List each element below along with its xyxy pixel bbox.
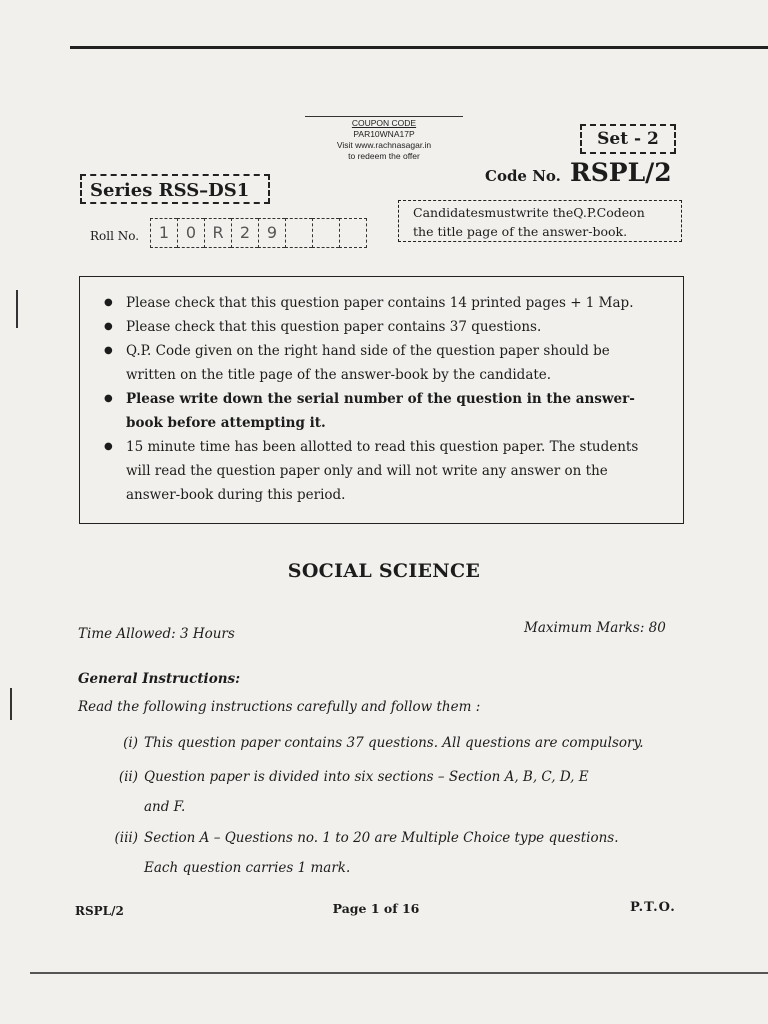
roll-digit-box[interactable]: 9 (258, 218, 285, 248)
notice-item: ● Please check that this question paper contains 14 printed pages + 1 Map. (104, 291, 663, 315)
instruction-text-continued: Each question carries 1 mark. (144, 860, 351, 876)
footer-code: RSPL/2 (75, 904, 124, 918)
instruction-number: (i) (123, 735, 138, 751)
roll-digit-box[interactable]: 1 (150, 218, 177, 248)
notice-item: ● Q.P. Code given on the right hand side of the question paper should be written on the title page of the answer-book by the candidate. (104, 339, 663, 387)
instruction-item (100, 823, 660, 883)
coupon-redeem: to redeem the offer (348, 151, 420, 161)
roll-digit-box[interactable] (339, 218, 367, 248)
instruction-text-continued: and F. (144, 799, 186, 815)
margin-mark (10, 688, 12, 720)
code-number (485, 158, 672, 187)
instruction-item (100, 728, 660, 758)
instruction-item (100, 762, 660, 822)
instruction-number: (iii) (114, 830, 138, 846)
instruction-text: Question paper is divided into six sections – Section A, B, C, D, E (144, 769, 589, 785)
coupon-block (305, 118, 463, 162)
roll-number-boxes (150, 218, 367, 248)
general-instructions-intro: Read the following instructions carefully and follow them : (78, 699, 481, 715)
time-allowed: Time Allowed: 3 Hours (78, 626, 235, 642)
roll-digit-box[interactable]: 0 (177, 218, 204, 248)
candidates-line: Candidatesmustwrite theQ.P.Codeon (413, 205, 645, 220)
coupon-visit: Visit www.rachnasagar.in (336, 140, 432, 150)
candidates-line: the title page of the answer-book. (413, 224, 628, 239)
roll-digit-box[interactable]: R (204, 218, 231, 248)
code-label: Code No. (485, 167, 561, 185)
notice-item: ● Please check that this question paper contains 37 questions. (104, 315, 663, 339)
candidates-note (398, 200, 682, 242)
roll-digit-box[interactable]: 2 (231, 218, 258, 248)
notice-item: ● 15 minute time has been allotted to read this question paper. The students will read the question paper only and will not write any answer on the answer-book during this period. (104, 435, 663, 507)
series-badge: Series RSS–DS1 (80, 174, 270, 204)
top-rule (70, 46, 768, 49)
bottom-rule (30, 972, 768, 974)
instruction-number: (ii) (118, 769, 138, 785)
code-value: RSPL/2 (569, 158, 672, 187)
notice-item: ● Please write down the serial number of the question in the answer-book before attempting it. (104, 387, 663, 435)
instruction-text: Section A – Questions no. 1 to 20 are Multiple Choice type questions. (144, 830, 619, 846)
margin-mark (16, 290, 18, 328)
maximum-marks: Maximum Marks: 80 (524, 620, 666, 636)
set-badge: Set - 2 (580, 124, 676, 154)
roll-digit-box[interactable] (285, 218, 312, 248)
notice-box (79, 276, 684, 524)
subject-title: SOCIAL SCIENCE (287, 560, 481, 582)
notice-list (104, 291, 663, 507)
coupon-title: COUPON CODE (351, 118, 417, 128)
coupon-rule (305, 116, 463, 117)
coupon-code: PAR10WNA17P (353, 129, 415, 139)
general-instructions-title: General Instructions: (78, 671, 241, 687)
roll-digit-box[interactable] (312, 218, 339, 248)
footer-page-number: Page 1 of 16 (332, 901, 420, 916)
roll-label: Roll No. (90, 229, 140, 243)
instruction-text: This question paper contains 37 questions. All questions are compulsory. (144, 735, 644, 751)
footer-pto: P.T.O. (630, 900, 676, 915)
